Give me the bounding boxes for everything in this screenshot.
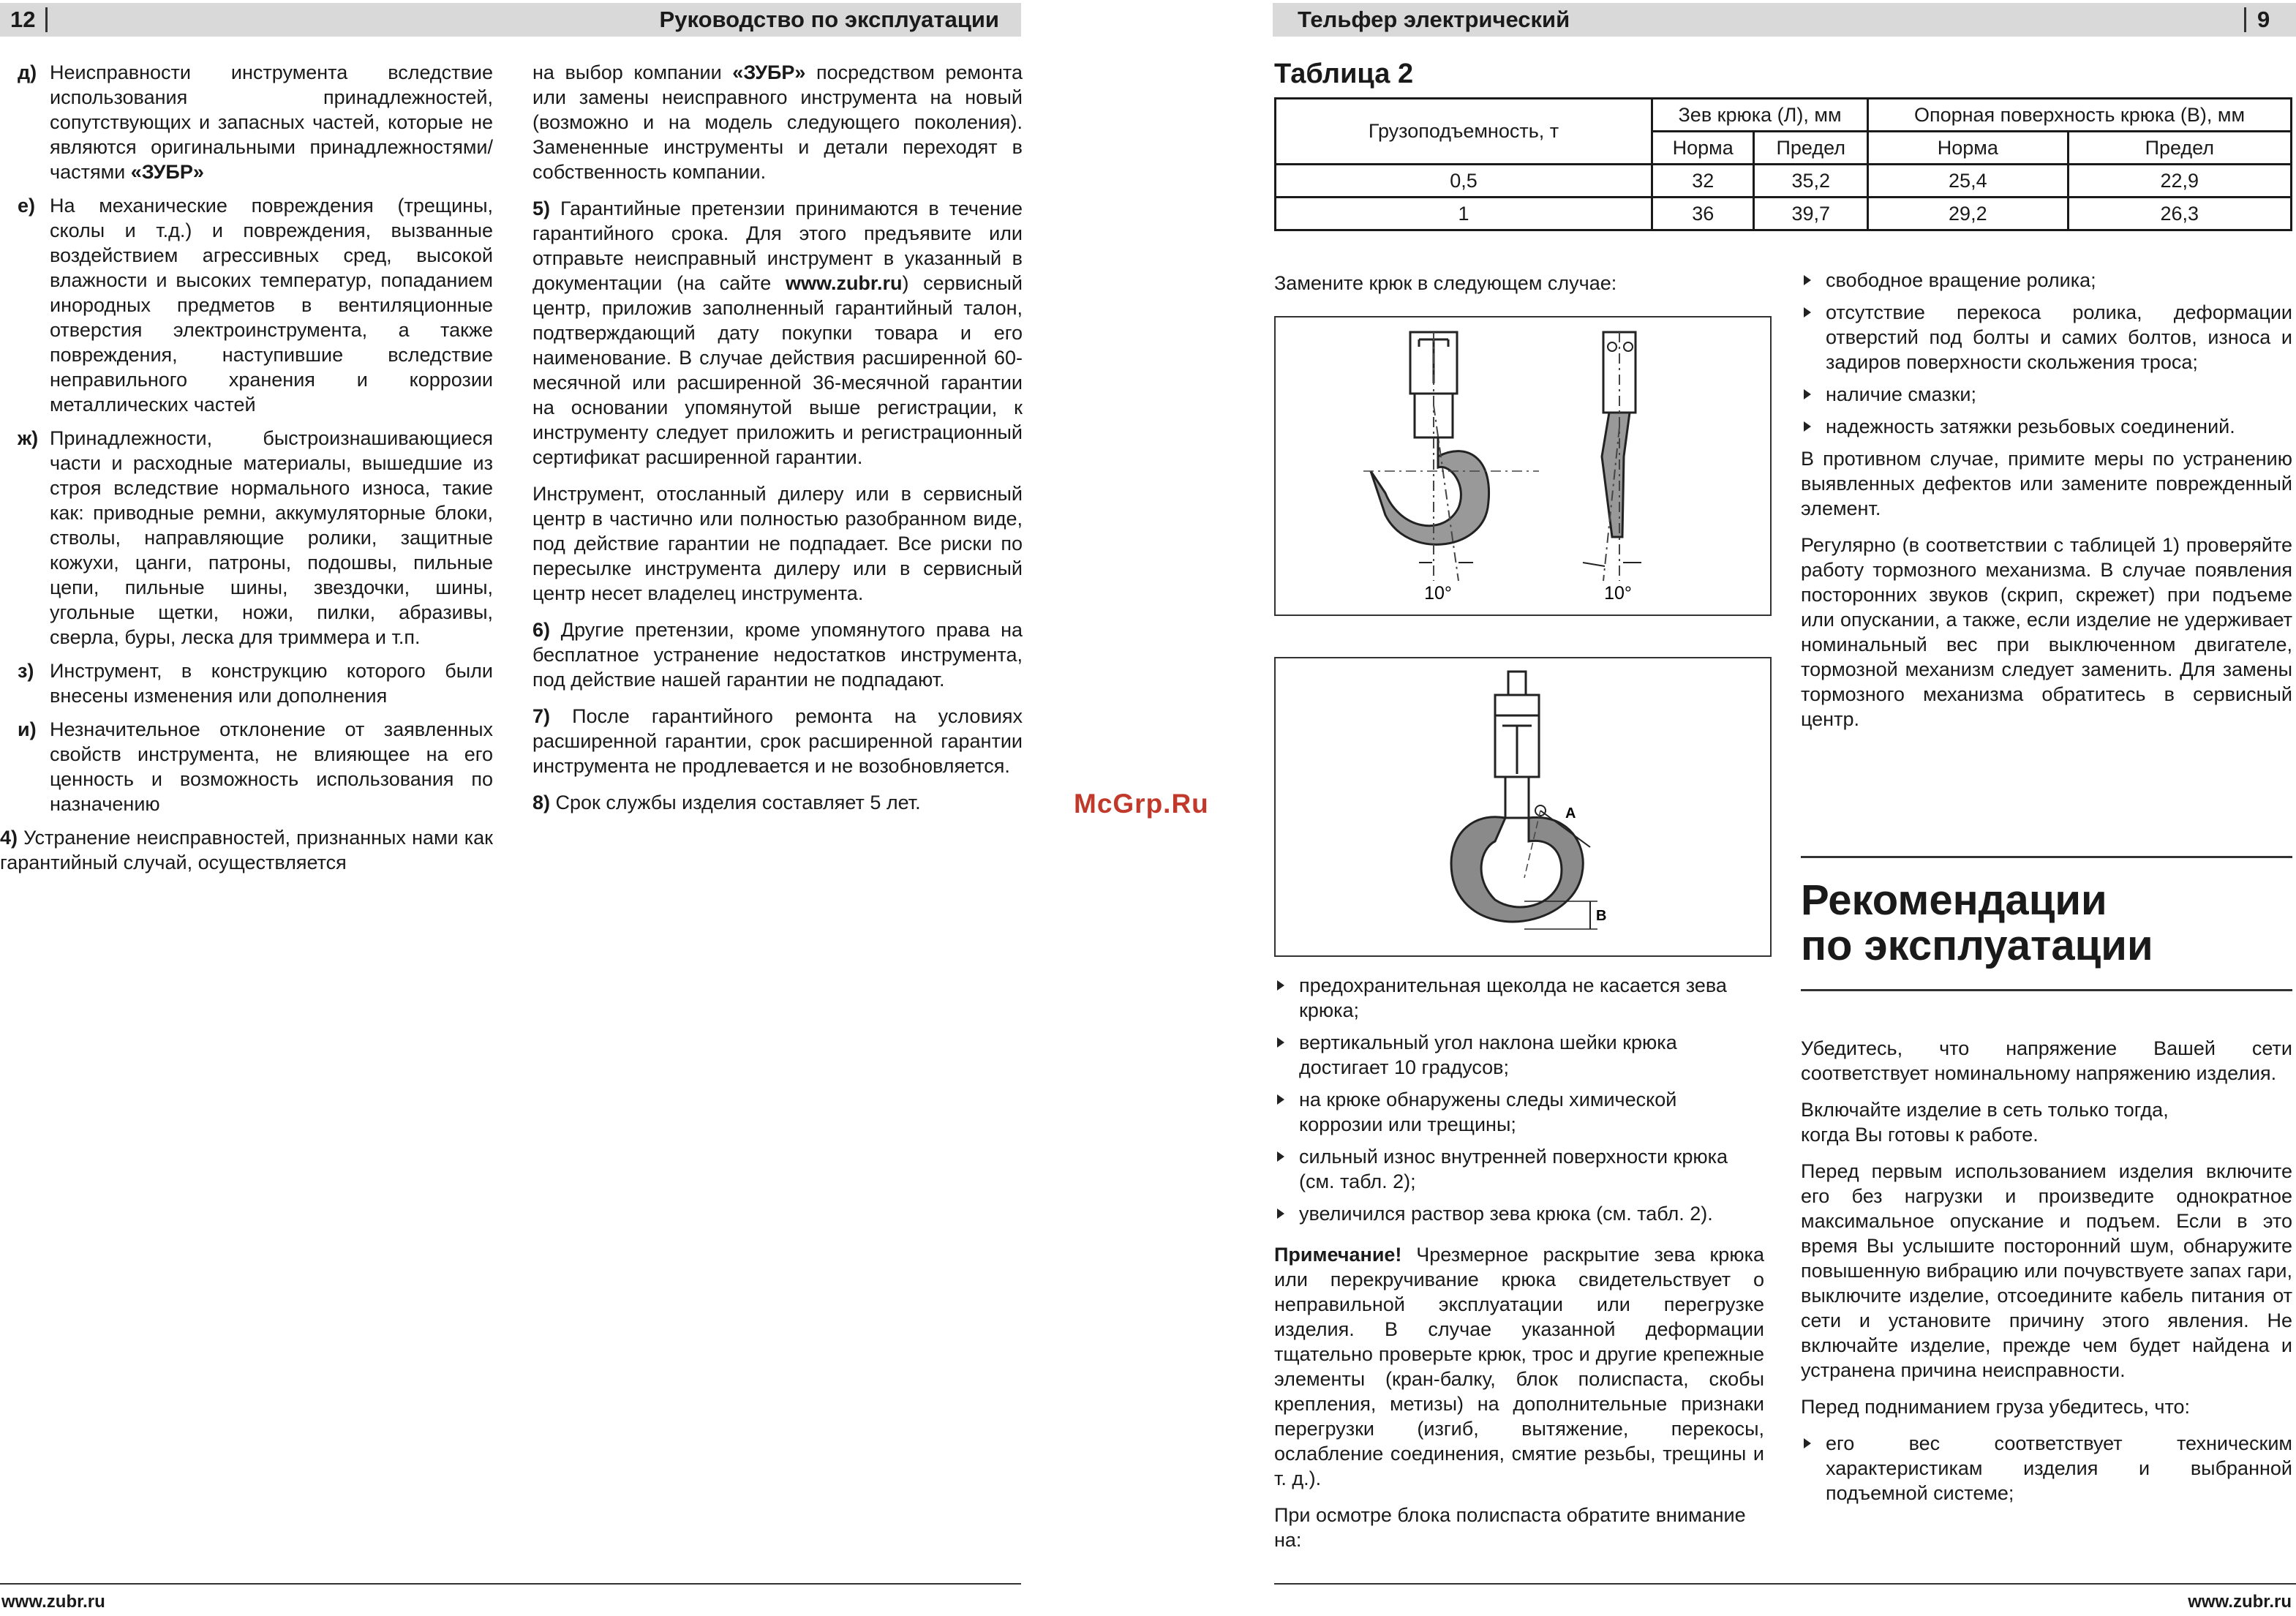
hook-side-view — [1583, 332, 1641, 581]
table-cell: 1 — [1276, 198, 1652, 230]
list-marker: и) — [18, 718, 37, 740]
right-column-1 — [1274, 271, 1772, 307]
table-header-surface: Опорная поверхность крюка (В), мм — [1868, 99, 2292, 132]
hook-tilt-svg-main — [1276, 317, 1770, 615]
table-subheader: Норма — [1652, 132, 1754, 165]
rec-paragraph-3: Перед первым использованием изделия включите его без нагрузки и произведите однократное максимальное опускание и подъем. Если в это время Вы услышите посторонний шум, обнаружите повышенную вибрацию или почувствуете запах гари, выключите изделие, отсоедините кабель питания от сети и установите причину этого явления. Не включайте изделие, прежде чем будет найдена и устранена причина неисправности. — [1801, 1160, 2292, 1381]
table-cell: 32 — [1652, 165, 1754, 198]
text: на выбор компании — [532, 61, 733, 83]
right-header — [1273, 3, 2296, 37]
section-rule-bottom — [1801, 989, 2292, 991]
paragraph-marker: 7) — [532, 705, 551, 727]
list-text: На механические повреждения (трещины, сколы и т.д.) и повреждения, вызванные воздействием агрессивных сред, высокой влажности и высоких температур, попаданием инородных предметов в вентиляционные отверстия электроинструмента, а также повреждения, наступившие вследствие неправильного хранения и коррозии металлических частей — [50, 195, 493, 416]
table-cell: 22,9 — [2068, 165, 2291, 198]
table-row — [1276, 198, 2292, 230]
list-marker: е) — [18, 195, 36, 217]
list-item — [18, 60, 493, 184]
website-link[interactable]: www.zubr.ru — [785, 272, 903, 294]
section-title — [1801, 878, 2292, 969]
text: Другие претензии, кроме упомянутого права на бесплатное устранение недостатков инструмента, под действие нашей гарантии не подпадают. — [532, 619, 1023, 691]
list-text: Принадлежности, быстроизнашивающиеся части и расходные материалы, вышедшие из строя вследствие нормального износа, такие как: приводные ремни, аккумуляторные блоки, стволы, направляющие ролики, защитные кожухи, цанги, патроны, подошвы, пильные цепи, пильные шины, звездочки, шины, угольные щетки, ножи, пилки, абразивы, сверла, буры, леска для триммера и т.п. — [50, 427, 493, 648]
dimension-label-b: В — [1596, 908, 1607, 924]
section-title-line-2: по эксплуатации — [1801, 922, 2153, 969]
left-page — [0, 0, 1024, 1616]
brake-paragraph: Регулярно (в соответствии с таблицей 1) проверяйте работу тормозного механизма. В случае появления посторонних звуков (скрип, скрежет) при подъеме или опускании, а также, если изделие не удерживает номинальный вес при выключенном двигателе, тормозной механизм следует заменить. Для замены тормозного механизма обратитесь в сервисный центр. — [1801, 534, 2292, 730]
paragraph-5 — [532, 196, 1023, 470]
brand-name: «ЗУБР» — [130, 161, 204, 183]
list-marker: д) — [18, 61, 37, 83]
right-column-2-lower — [1801, 1036, 2292, 1513]
table-cell: 26,3 — [2068, 198, 2291, 230]
watermark: McGrp.Ru — [1074, 789, 1209, 819]
footer-url[interactable]: www.zubr.ru — [1, 1592, 105, 1612]
paragraph — [532, 481, 1023, 606]
table-subheader: Норма — [1868, 132, 2069, 165]
bullet-item: свободное вращение ролика; — [1801, 268, 2292, 293]
paragraph-text: Устранение неисправностей, признанных нами как гарантийный случай, осуществляется — [0, 827, 493, 873]
right-column-1-lower — [1274, 973, 1764, 1564]
left-column-2 — [532, 60, 1023, 827]
paragraph-marker: 5) — [532, 198, 551, 219]
table-header-jaw: Зев крюка (Л), мм — [1652, 99, 1868, 132]
rec-paragraph-2 — [1801, 1097, 2292, 1147]
paragraph-4 — [0, 825, 493, 875]
list-text: Неисправности инструмента вследствие использования принадлежностей, сопутствующих и запасных частей, которые не являются оригинальными принадлежностями/частями — [50, 61, 493, 183]
header-title: Руководство по эксплуатации — [659, 7, 999, 32]
footer-url[interactable]: www.zubr.ru — [2188, 1592, 2292, 1612]
paragraph — [532, 60, 1023, 184]
bullet-item: наличие смазки; — [1801, 382, 2292, 407]
table-cell: 25,4 — [1868, 165, 2069, 198]
page-number: 9 — [2257, 7, 2270, 32]
table-cell: 0,5 — [1276, 165, 1652, 198]
table-cell: 39,7 — [1754, 198, 1868, 230]
footer-rule — [1274, 1583, 2296, 1585]
table-title: Таблица 2 — [1274, 59, 1414, 89]
text: ) сервисный центр, приложив заполненный гарантийный талон, подтверждающий дату покупки товара и его наименование. В случае действия расширенной 60-месячной или расширенной 36-месячной гарантии на основании упомянутой выше регистрации, к инструменту следует приложить и регистрационный сертификат расширенной гарантии. — [532, 272, 1023, 468]
table-header-capacity: Грузоподъемность, т — [1276, 99, 1652, 165]
rec-paragraph-4: Перед подниманием груза убедитесь, что: — [1801, 1396, 2191, 1418]
rec-line: Включайте изделие в сеть только тогда, — [1801, 1099, 2169, 1121]
note-label: Примечание! — [1274, 1244, 1402, 1266]
rec-line: когда Вы готовы к работе. — [1801, 1124, 2039, 1146]
bullet-item: вертикальный угол наклона шейки крюка достигает 10 градусов; — [1274, 1030, 1764, 1080]
hook-dimensions-svg — [1276, 658, 1770, 955]
angle-label-1: 10° — [1424, 583, 1452, 604]
brand-name: «ЗУБР» — [732, 61, 806, 83]
header-divider — [2244, 7, 2246, 32]
bullet-item: его вес соответствует техническим характеристикам изделия и выбранной подъемной системе; — [1801, 1431, 2292, 1506]
table-cell: 35,2 — [1754, 165, 1868, 198]
paragraph-6 — [532, 617, 1023, 692]
left-column-1 — [0, 60, 493, 887]
table-subheader: Предел — [1754, 132, 1868, 165]
list-item — [18, 193, 493, 417]
rec-paragraph-1: Убедитесь, что напряжение Вашей сети соответствует номинальному напряжению изделия. — [1801, 1037, 2292, 1084]
table-cell: 36 — [1652, 198, 1754, 230]
replace-intro: Замените крюк в следующем случае: — [1274, 272, 1617, 294]
list-item — [18, 658, 493, 708]
header-title: Тельфер электрический — [1298, 7, 1570, 32]
left-header — [0, 3, 1021, 37]
section-title-line-1: Рекомендации — [1801, 876, 2107, 924]
right-column-2 — [1801, 268, 2292, 743]
angle-label-2: 10° — [1604, 583, 1632, 604]
figure-hook-2 — [1274, 657, 1772, 957]
paragraph-7 — [532, 704, 1023, 778]
bullet-item: увеличился раствор зева крюка (см. табл. 2). — [1274, 1201, 1764, 1226]
text: Срок службы изделия составляет 5 лет. — [550, 792, 921, 813]
bullet-item: отсутствие перекоса ролика, деформации отверстий под болты и самих болтов, износа и задиров поверхности скольжения троса; — [1801, 300, 2292, 375]
list-marker: ж) — [18, 427, 39, 449]
list-text: Инструмент, в конструкцию которого были внесены изменения или дополнения — [50, 660, 493, 707]
list-text: Незначительное отклонение от заявленных свойств инструмента, не влияющее на его ценность и возможность использования по назначению — [50, 718, 493, 815]
list-item — [18, 717, 493, 816]
list-marker: з) — [18, 660, 34, 682]
table-row — [1276, 165, 2292, 198]
text: посредством ремонта или замены неисправного инструмента на новый (возможно и на модель следующего поколения). Замененные инструменты и детали переходят в собственность компании. — [532, 61, 1023, 183]
figure-hook-1 — [1274, 316, 1772, 616]
list-item — [18, 426, 493, 650]
hook-wear-table — [1274, 97, 2292, 231]
dimension-label-a: А — [1565, 805, 1576, 822]
note-text: Чрезмерное раскрытие зева крюка или перекручивание крюка свидетельствует о неправильной эксплуатации или перегрузке изделия. В случае указанной деформации тщательно проверьте крюк, трос и другие крепежные элементы (кран-балку, блок полиспаста, скобы крепления, метизы) на дополнительные признаки перегрузки (изгиб, вытяжение, перекосы, ослабление соединения, смятие резьбы, трещины и т. д.). — [1274, 1244, 1764, 1489]
text: Гарантийные претензии принимаются в течение гарантийного срока. Для этого предъявите или отправьте неисправный инструмент в указанный в документации (на сайте — [532, 198, 1023, 294]
hook-front-view — [1363, 332, 1539, 581]
pulley-intro: При осмотре блока полиспаста обратите внимание на: — [1274, 1504, 1746, 1551]
table-cell: 29,2 — [1868, 198, 2069, 230]
otherwise-paragraph: В противном случае, примите меры по устранению выявленных дефектов или замените поврежденный элемент. — [1801, 448, 2292, 519]
paragraph-marker: 4) — [0, 827, 18, 849]
bullet-item: на крюке обнаружены следы химической коррозии или трещины; — [1274, 1087, 1764, 1137]
footer-rule — [0, 1583, 1021, 1585]
bullet-item: предохранительная щеколда не касается зева крюка; — [1274, 973, 1764, 1023]
text: После гарантийного ремонта на условиях расширенной гарантии, срок расширенной гарантии инструмента не продлевается и не возобновляется. — [532, 705, 1023, 777]
paragraph-marker: 8) — [532, 792, 551, 813]
header-divider — [45, 7, 48, 32]
text: Инструмент, отосланный дилеру или в сервисный центр в частично или полностью разобранном виде, под действие гарантии не подпадает. Все риски по пересылке инструмента дилеру или в сервисный центр несет владелец инструмента. — [532, 483, 1023, 604]
page-number: 12 — [10, 7, 36, 32]
paragraph-marker: 6) — [532, 619, 551, 641]
bullet-item: сильный износ внутренней поверхности крюка (см. табл. 2); — [1274, 1144, 1764, 1194]
paragraph-8 — [532, 790, 1023, 815]
section-rule-top — [1801, 856, 2292, 858]
table-subheader: Предел — [2068, 132, 2291, 165]
note-paragraph — [1274, 1242, 1764, 1491]
bullet-item: надежность затяжки резьбовых соединений. — [1801, 414, 2292, 439]
